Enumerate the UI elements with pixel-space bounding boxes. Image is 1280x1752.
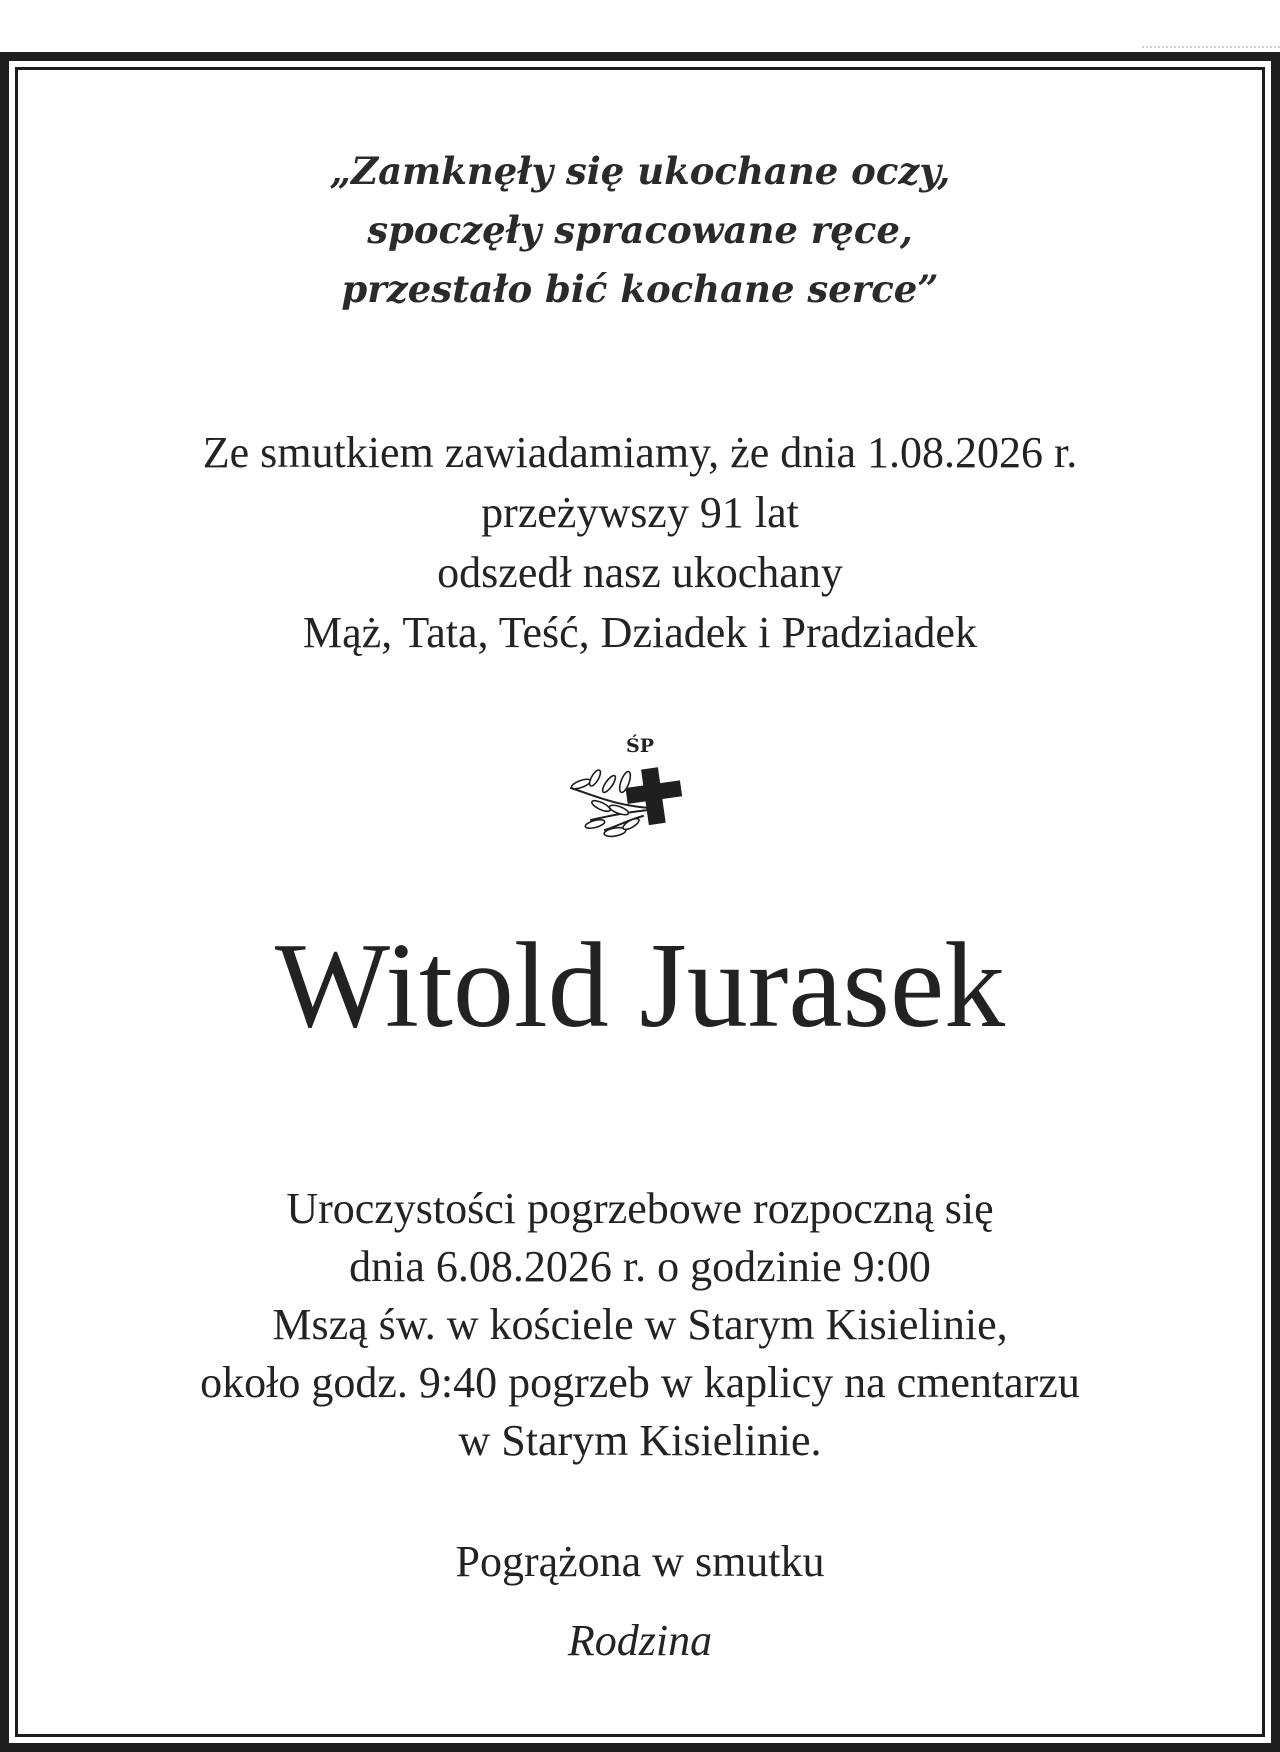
funeral-line: Mszą św. w kościele w Starym Kisielinie, — [272, 1300, 1008, 1349]
quote-line: „Zamknęły się ukochane oczy, — [329, 149, 951, 193]
quote-line: spoczęły spracowane ręce, — [367, 208, 913, 252]
funeral-line: Uroczystości pogrzebowe rozpoczną się — [286, 1184, 994, 1233]
scan-artifact-dash — [1142, 46, 1280, 48]
funeral-line: dnia 6.08.2026 r. o godzinie 9:00 — [349, 1242, 931, 1291]
announcement-line: odszedł nasz ukochany — [437, 548, 843, 597]
sp-label: ŚP — [625, 735, 654, 757]
announcement-block — [20, 423, 1260, 663]
announcement-line: Ze smutkiem zawiadamiamy, że dnia 1.08.2026 r. — [202, 428, 1078, 477]
quote-block — [20, 142, 1260, 319]
mourning-text: Pogrążona w smutku — [455, 1537, 825, 1586]
memorial-emblem — [565, 734, 715, 844]
quote-line: przestało bić kochane serce” — [341, 267, 939, 311]
cross-with-olive-branch-icon — [565, 762, 715, 842]
deceased-name: Witold Jurasek — [274, 918, 1006, 1053]
family-signature: Rodzina — [567, 1616, 713, 1665]
announcement-line: przeżywszy 91 lat — [481, 488, 799, 537]
funeral-line: w Starym Kisielinie. — [458, 1416, 822, 1465]
announcement-line: Mąż, Tata, Teść, Dziadek i Pradziadek — [303, 608, 977, 657]
funeral-details-block — [20, 1180, 1260, 1470]
funeral-line: około godz. 9:40 pogrzeb w kaplicy na cmentarzu — [200, 1358, 1080, 1407]
